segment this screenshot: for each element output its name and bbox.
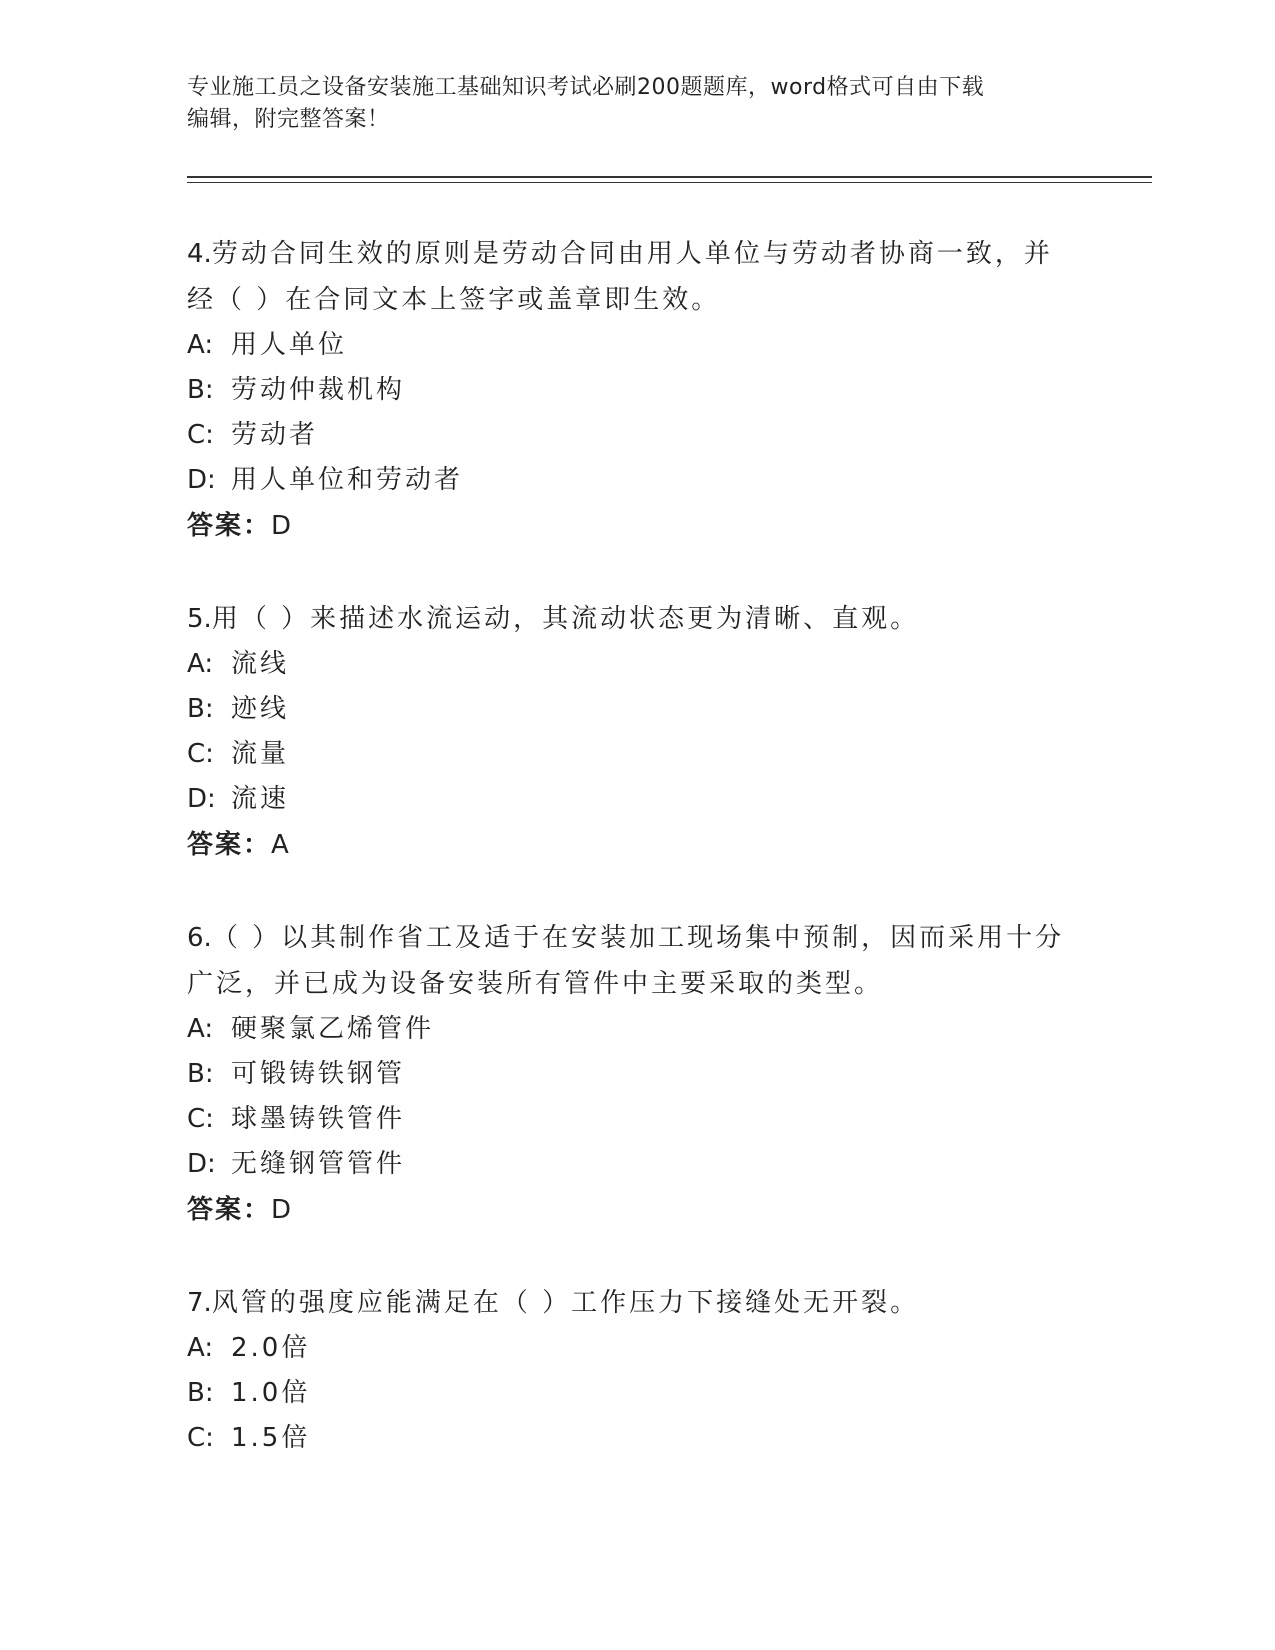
question-block [187,231,1087,549]
option-key: B: [187,1378,214,1408]
question-block [187,596,1087,868]
answer-option [187,1416,1087,1461]
option-key: C: [187,739,214,769]
answer-value: A [271,830,289,860]
option-key: C: [187,420,214,450]
option-text: 流线 [231,649,290,679]
option-text: 可锻铸铁钢管 [231,1059,406,1089]
question-text [187,915,1087,961]
document-header [187,72,1087,136]
option-text: 硬聚氯乙烯管件 [231,1014,435,1044]
question-block [187,915,1087,1233]
question-text-line-1: 劳动合同生效的原则是劳动合同由用人单位与劳动者协商一致，并 [211,239,1053,269]
header-divider-thick [187,176,1152,178]
answer-option [187,323,1087,368]
answer-line [187,822,1087,868]
answer-option [187,777,1087,822]
answer-option [187,1371,1087,1416]
answer-label: 答案： [187,511,272,541]
answer-option [187,458,1087,503]
question-number: 5. [187,604,212,634]
option-text: 1.0倍 [231,1378,311,1408]
question-text [187,231,1087,277]
option-text: 劳动仲裁机构 [231,375,406,405]
option-key: B: [187,694,214,724]
question-text-line-2: 经（ ）在合同文本上签字或盖章即生效。 [187,285,721,315]
option-key: A: [187,330,214,360]
option-key: A: [187,649,214,679]
option-key: D: [187,465,216,495]
option-key: B: [187,1059,214,1089]
option-text: 劳动者 [231,420,319,450]
option-key: B: [187,375,214,405]
question-text-line-1: 风管的强度应能满足在（ ）工作压力下接缝处无开裂。 [211,1288,920,1318]
question-text-line-1: 用（ ）来描述水流运动，其流动状态更为清晰、直观。 [211,604,920,634]
header-line-1: 专业施工员之设备安装施工基础知识考试必刷200题题库，word格式可自由下载 [187,75,985,100]
answer-option [187,642,1087,687]
answer-option [187,413,1087,458]
answer-option [187,1097,1087,1142]
answer-line [187,1187,1087,1233]
question-text-line-2: 广泛，并已成为设备安装所有管件中主要采取的类型。 [187,969,884,999]
question-number: 4. [187,239,212,269]
option-text: 流量 [231,739,290,769]
question-block [187,1280,1087,1461]
answer-option [187,1326,1087,1371]
header-divider-thin [187,182,1152,183]
question-number: 6. [187,923,212,953]
answer-option [187,1007,1087,1052]
header-line-2: 编辑，附完整答案！ [187,107,390,132]
option-text: 用人单位 [231,330,348,360]
option-key: D: [187,1149,216,1179]
answer-option [187,368,1087,413]
answer-line [187,503,1087,549]
option-key: C: [187,1104,214,1134]
question-text-line-1: （ ）以其制作省工及适于在安装加工现场集中预制，因而采用十分 [211,923,1065,953]
answer-label: 答案： [187,830,272,860]
option-key: A: [187,1014,214,1044]
answer-value: D [271,511,292,541]
answer-option [187,687,1087,732]
option-text: 球墨铸铁管件 [231,1104,406,1134]
question-number: 7. [187,1288,212,1318]
option-text: 用人单位和劳动者 [231,465,464,495]
answer-value: D [271,1195,292,1225]
answer-option [187,732,1087,777]
answer-option [187,1052,1087,1097]
option-key: A: [187,1333,214,1363]
option-text: 迹线 [231,694,290,724]
question-text [187,596,1087,642]
answer-option [187,1142,1087,1187]
option-key: D: [187,784,216,814]
answer-label: 答案： [187,1195,272,1225]
option-text: 流速 [231,784,290,814]
question-text [187,1280,1087,1326]
question-list [187,231,1087,1508]
option-text: 无缝钢管管件 [231,1149,406,1179]
option-text: 1.5倍 [231,1423,311,1453]
option-text: 2.0倍 [231,1333,311,1363]
option-key: C: [187,1423,214,1453]
